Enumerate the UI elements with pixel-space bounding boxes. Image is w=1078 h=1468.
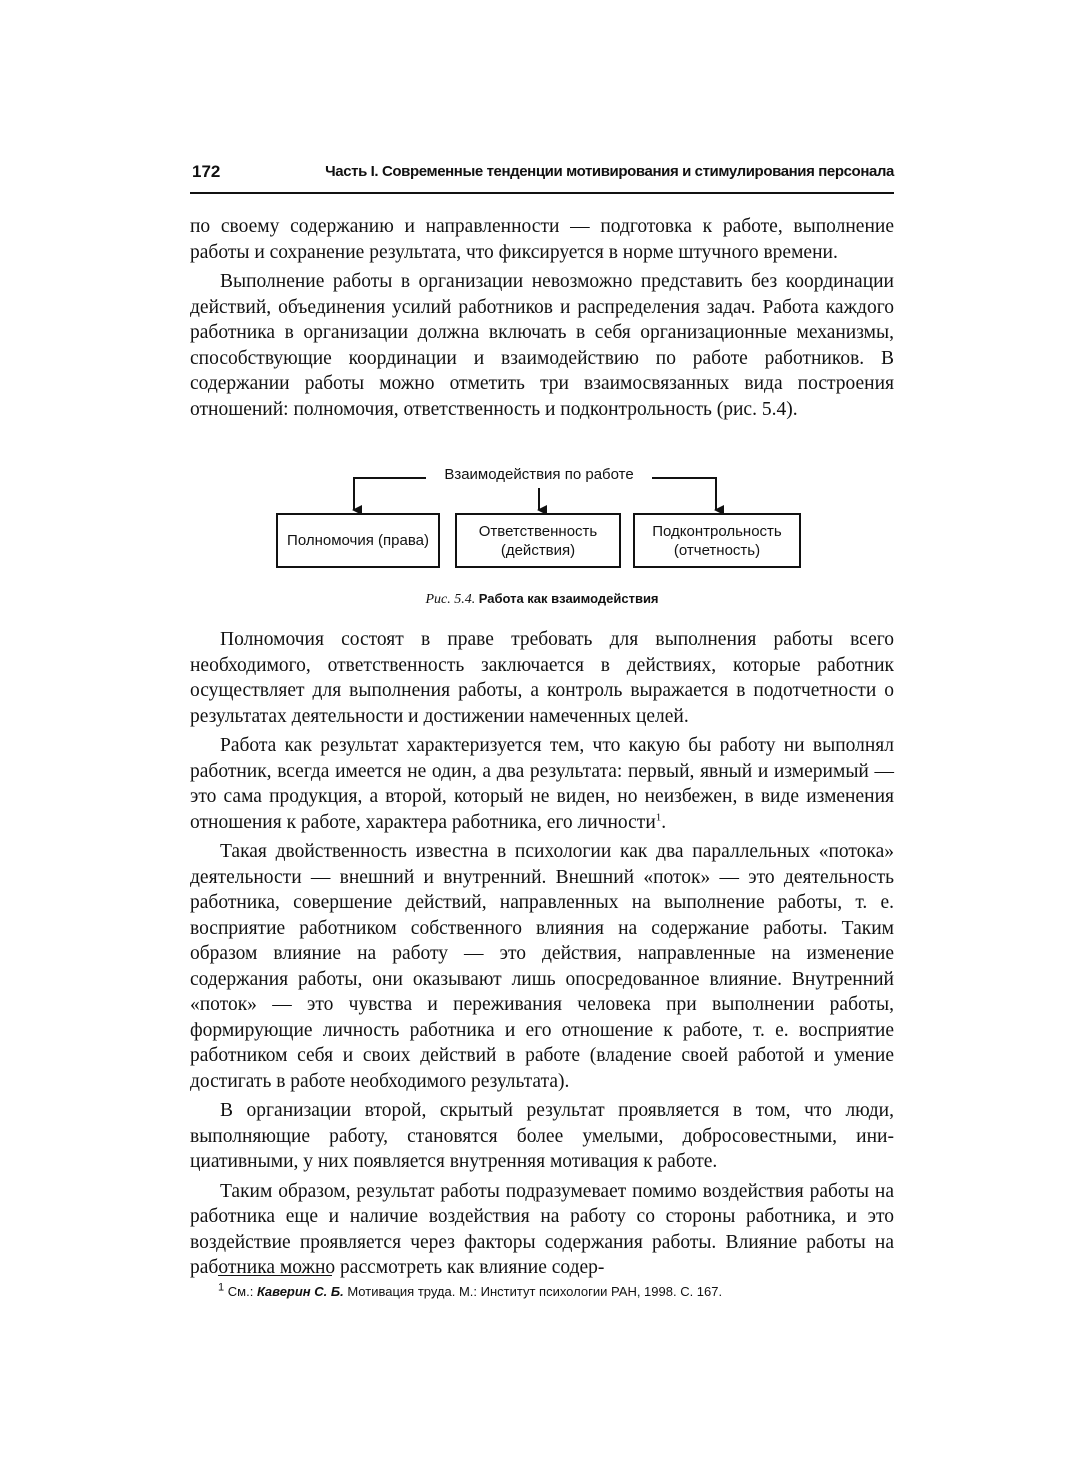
figure-top-label: Взаимодействия по работе <box>430 465 648 484</box>
connector-left <box>354 478 426 510</box>
paragraph: Выполнение работы в организации невозможно представить без координации действий, объединения усилий работников и распределения задач. Работа каждого работника в организации должна включать в себя организационные механизмы, способствующие координации и взаимодействию по работе работников. В содержании работы можно отметить три взаимосвязанных вида построения отношений: полномочия, ответственность и подконтрольность (рис. 5.4). <box>190 271 894 420</box>
connector-right <box>652 478 716 510</box>
paragraph <box>190 733 894 835</box>
paragraph: Таким образом, результат работы подразумевает помимо воздействия работы на работника еще и наличие воздействия на работу со стороны работника, и это воздействие проявляется через факторы содержания работы. Влияние работы на работника можно рассмотреть как влияние содер- <box>190 1180 894 1278</box>
top-text-block <box>190 214 894 422</box>
footnote <box>218 1281 898 1299</box>
page-number: 172 <box>192 162 221 181</box>
paragraph-text: Работа как результат характеризуется тем, что какую бы работу ни выполнял работник, всегда имеется не один, а два результата: первый, явный и измеримый — это сама продукция, а второй, который не виден, но неизбежен, в виде изменения отношения к работе, характера работника, его личности <box>190 735 894 833</box>
box-responsibility <box>455 513 621 568</box>
paragraph: Такая двойственность известна в психологии как два параллельных «потока» деятельности — внешний и внутренний. Внешний «поток» — это деятельность работника, совершение действий, направленных на выполнение работы, т. е. восприятие работником собственного влияния на содержание работы. Таким образом влияние на работу — это действия, направленные на изменение содержания работы, они оказывают лишь опосредованное влияние. Внутренний «поток» — это чувства и переживания человека при выполнении работы, формирующие личность работника и его отношение к работе, т. е. восприятие работником себя и своих действий в работе (владение своей работой и умение достигать в работе необходимого результата). <box>190 841 894 1092</box>
footnote-author: Каверин С. Б. <box>256 1284 344 1299</box>
paragraph: В организации второй, скрытый результат проявляется в том, что люди, выполняющие работу, становятся более умелыми, добросовестными, инициативными, у них появляется внутренняя мотивация к работе. <box>190 1100 894 1172</box>
box-responsibility-label: Ответственность (действия) <box>478 522 598 559</box>
page-header <box>190 158 894 194</box>
box-authority <box>276 513 440 568</box>
footnote-mark: 1 <box>218 1281 225 1294</box>
body-text-block <box>190 627 894 1281</box>
paragraph-end: . <box>661 811 667 833</box>
paragraph: по своему содержанию и направленности — подготовка к работе, выполнение работы и сохранение результата, что фиксируется в норме штучного времени. <box>190 216 894 263</box>
footnote-divider <box>218 1275 332 1276</box>
footnote-reference[interactable]: 1 <box>655 811 662 823</box>
running-head: Часть I. Современные тенденции мотивирования и стимулирования персонала <box>325 163 894 180</box>
box-accountability <box>633 513 801 568</box>
figure-caption <box>190 591 894 608</box>
paragraph: Полномочия состоят в праве требовать для выполнения работы всего необходимого, ответственность заключается в действиях, которые работник осуществляет для выполнения работы, а контроль выражается в подотчетности о результатах деятельности и достижении намеченных целей. <box>190 629 894 727</box>
caption-title: Работа как взаимодействия <box>478 591 659 606</box>
footnote-source: Мотивация труда. М.: Институт психологии РАН, 1998. С. 167. <box>347 1284 723 1299</box>
box-authority-label: Полномочия (права) <box>287 532 429 549</box>
caption-number: Рис. 5.4. <box>425 592 476 607</box>
box-accountability-label: Подконтрольность (отчетность) <box>652 522 782 559</box>
footnote-prefix: См.: <box>227 1284 254 1299</box>
